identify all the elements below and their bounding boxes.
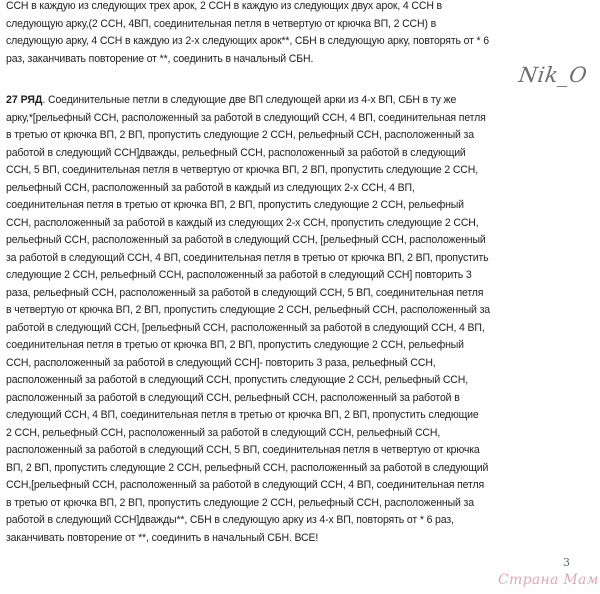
text-line: соединительная петля в третью от крючка ВП, 2 ВП, пропустить следующие 2 ССН, рельефный: [6, 199, 464, 211]
text-line: арку,*[рельефный ССН, расположенный за работой в следующий ССН, 4 ВП, соединительная петля: [6, 111, 486, 124]
text-line: работой в следующий ССН]дважды**, СБН в следующую арку из 4-х ВП, повторять от * 6 раз,: [6, 514, 454, 526]
text-line: ВП, 2 ВП, пропустить следующие 2 ССН, рельефный ССН, расположенный за работой в следующий: [6, 461, 489, 474]
row-27-paragraph: [6, 92, 532, 547]
previous-row-paragraph: [6, 0, 514, 68]
text-line: расположенный за работой в следующий ССН, пропустить следующие 2 ССН, рельефный ССН,: [6, 374, 469, 386]
text-line: рельефный ССН, расположенный за работой в каждый из следующих 2-х ССН, 4 ВП,: [6, 181, 415, 194]
text-line: ССН, расположенный за работой в следующий ССН]- повторить 3 раза, рельефный ССН,: [6, 356, 436, 369]
text-line: соединительная петля в третью от крючка ВП, 2 ВП, пропустить следующие 2 ССН, рельефный: [6, 339, 464, 351]
text-line: раз, заканчивать повторение от **, соединить в начальный СБН.: [6, 52, 314, 65]
text-line: в третью от крючка ВП, 2 ВП, пропустить следующие 2 ССН, рельефный ССН, расположенный за: [6, 496, 474, 509]
author-signature: Nik_O: [517, 63, 589, 87]
text-line: ССН в каждую из следующих трех арок, 2 ССН в каждую из следующих двух арок, 4 ССН в: [6, 0, 443, 12]
text-line: заканчивать повторение от **, соединить в начальный СБН. ВСЕ!: [6, 531, 319, 544]
text-line: следующий ССН, 4 ВП, соединительная петля в третью от крючка ВП, 2 ВП, пропустить следющие: [6, 409, 479, 421]
row-27-first-line: [6, 92, 532, 110]
text-line: рельефный ССН, расположенный за работой в следующий ССН, [рельефный ССН, расположенный: [6, 234, 486, 246]
text-line: за работой в следующий ССН, 4 ВП, соединительная петля в третью от крючка ВП, 2 ВП, пропустить: [6, 251, 489, 264]
text-line: следующую арку,(2 ССН, 4ВП, соединительная петля в четвертую от крючка ВП, 2 ССН) в: [6, 17, 437, 30]
text-line: ССН, 5 ВП, соединительная петля в четвертую от крючка ВП, 2 ВП, пропустить следующие 2 ССН,: [6, 164, 478, 176]
site-watermark: Страна Мам: [498, 572, 599, 588]
text-line: расположенный за работой в следующий ССН, рельефный ССН, расположенный за работой в: [6, 391, 460, 404]
text-line: в третью от крючка ВП, 2 ВП, пропустить следующие 2 ССН, рельефный ССН, расположенный за: [6, 129, 474, 141]
text-line: ССН,[рельефный ССН, расположенный за работой в следующий ССН, 4 ВП, соединительная петля: [6, 479, 485, 491]
text-line: работой в следующий ССН]дважды, рельефный ССН, расположенный за работой в следующий: [6, 146, 466, 159]
text-line: ССН, расположенный за работой в каждый из следующих 2-х ССН, пропустить следующие 2 ССН,: [6, 216, 479, 229]
text-line: следующие 2 ССН, рельефный ССН, расположенный за работой в следующий ССН] повторить 3: [6, 269, 472, 281]
row-27-first-line-text: . Соединительные петли в следующие две ВП следующей арки из 4-х ВП, СБН в ту же: [42, 94, 457, 106]
text-line: 2 ССН, рельефный ССН, расположенный за работой в следующий ССН, рельефный ССН,: [6, 426, 441, 439]
text-line: следующую арку, 4 ССН в каждую из 2-х следующих арок**, СБН в следующую арку, повторять от * 6: [6, 35, 489, 47]
text-line: расположенный за работой в следующий ССН, 5 ВП, соединительная петля в четвертую от крючка: [6, 444, 480, 456]
page-number: 3: [563, 556, 570, 569]
text-line: работой в следующий ССН, [рельефный ССН, расположенный за работой в следующий ССН, 4 ВП,: [6, 321, 485, 334]
row-27-label: 27 РЯД: [6, 94, 43, 106]
text-line: раза, рельефный ССН, расположенный за работой в следующий ССН, 5 ВП, соединительная петля: [6, 286, 484, 299]
text-line: в четвертую от крючка ВП, 2 ВП, пропустить следующие 2 ССН, рельефный ССН, расположенный за: [6, 304, 490, 316]
